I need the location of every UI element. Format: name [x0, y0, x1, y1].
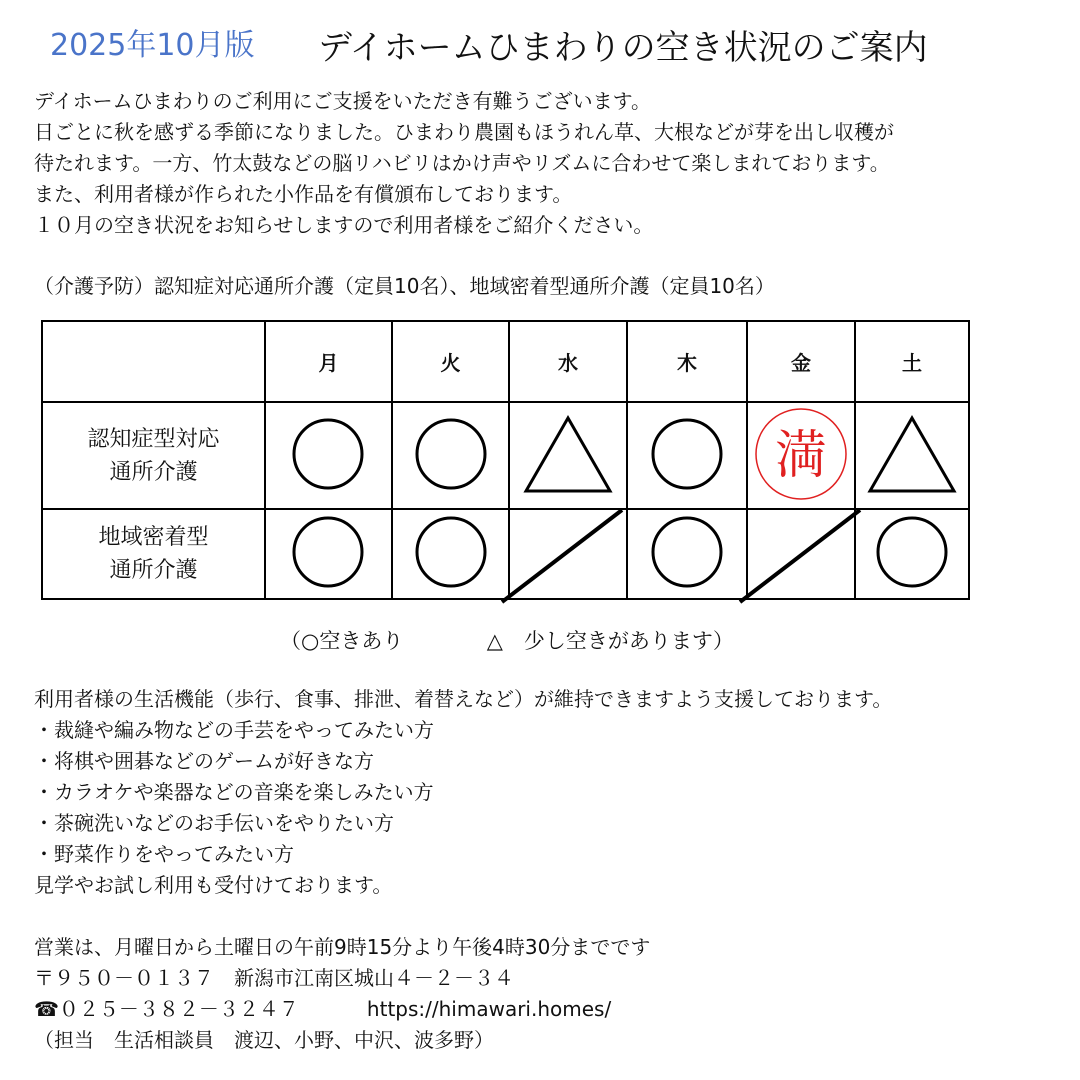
service-label-line: 通所介護 — [109, 459, 198, 485]
day-header: 土 — [855, 321, 969, 402]
service-label-line: 認知症型対応 — [87, 426, 220, 452]
availability-cell — [627, 402, 747, 509]
capacity-line: （介護予防）認知症対応通所介護（定員10名）、地域密着型通所介護（定員10名） — [34, 274, 775, 298]
page-title: デイホームひまわりの空き状況のご案内 — [318, 28, 928, 68]
available-circle-icon — [414, 515, 488, 589]
availability-cell — [747, 402, 855, 509]
list-item: ・裁縫や編み物などの手芸をやってみたい方 — [34, 718, 434, 742]
unavailable-slash — [509, 509, 627, 599]
support-closing: 見学やお試し利用も受付けております。 — [34, 873, 393, 897]
service-label — [42, 509, 265, 599]
availability-cell — [392, 402, 509, 509]
availability-cell — [855, 402, 969, 509]
list-item: ・野菜作りをやってみたい方 — [34, 842, 294, 866]
edition-label: 2025年10月版 — [50, 28, 255, 63]
day-header: 水 — [509, 321, 627, 402]
corner-cell — [42, 321, 265, 402]
intro-line: デイホームひまわりのご利用にご支援をいただき有難うございます。 — [34, 89, 651, 113]
intro-text — [34, 86, 894, 241]
staff-line: （担当 生活相談員 渡辺、小野、中沢、波多野） — [34, 1028, 494, 1052]
availability-table — [41, 320, 970, 600]
intro-line: 待たれます。一方、竹太鼓などの脳リハビリはかけ声やリズムに合わせて楽しまれております。 — [34, 151, 890, 175]
availability-cell — [392, 509, 509, 599]
service-label-line: 地域密着型 — [98, 525, 209, 550]
day-header: 金 — [747, 321, 855, 402]
postal-address: 〒９５０－０１３７ 新潟市江南区城山４－２－３４ — [34, 966, 514, 990]
unavailable-slash — [747, 509, 855, 599]
list-item: ・将棋や囲碁などのゲームが好きな方 — [34, 749, 374, 773]
availability-cell — [265, 402, 392, 509]
available-circle-icon — [650, 515, 724, 589]
phone-line — [34, 994, 650, 1025]
support-section — [34, 684, 892, 901]
phone-number: ☎０２５－３８２－３２４７ — [34, 997, 299, 1021]
website-link[interactable]: https://himawari.homes/ — [366, 997, 612, 1021]
legend-few: △ 少し空きがあります） — [486, 629, 734, 653]
intro-line: 日ごとに秋を感ずる季節になりました。ひまわり農園もほうれん草、大根などが芽を出し収穫が — [34, 120, 894, 144]
table-row-community — [42, 509, 969, 599]
availability-cell — [855, 509, 969, 599]
symbol-legend — [280, 625, 734, 655]
table-header-row — [42, 321, 969, 402]
day-header: 火 — [392, 321, 509, 402]
available-circle-icon — [875, 515, 949, 589]
availability-cell — [509, 402, 627, 509]
available-circle-icon — [291, 515, 365, 589]
few-left-triangle-icon — [522, 413, 614, 495]
day-header: 木 — [627, 321, 747, 402]
availability-cell — [627, 509, 747, 599]
contact-section — [34, 932, 650, 1056]
full-stamp-icon — [752, 405, 850, 503]
list-item: ・茶碗洗いなどのお手伝いをやりたい方 — [34, 811, 394, 835]
few-left-triangle-icon — [866, 413, 958, 495]
legend-available: （○空きあり — [280, 629, 404, 653]
service-label — [42, 402, 265, 509]
intro-line: また、利用者様が作られた小作品を有償頒布しております。 — [34, 182, 573, 206]
availability-cell — [265, 509, 392, 599]
support-intro: 利用者様の生活機能（歩行、食事、排泄、着替えなど）が維持できますよう支援しております。 — [34, 687, 893, 711]
available-circle-icon — [650, 417, 724, 491]
available-circle-icon — [414, 417, 488, 491]
available-circle-icon — [291, 417, 365, 491]
list-item: ・カラオケや楽器などの音楽を楽しみたい方 — [34, 780, 434, 804]
day-header: 月 — [265, 321, 392, 402]
service-label-line: 通所介護 — [109, 558, 198, 583]
svg-text:満: 満 — [775, 425, 828, 486]
table-row-dementia — [42, 402, 969, 509]
intro-line: １０月の空き状況をお知らせしますので利用者様をご紹介ください。 — [34, 213, 654, 237]
business-hours: 営業は、月曜日から土曜日の午前9時15分より午後4時30分までです — [34, 935, 651, 959]
